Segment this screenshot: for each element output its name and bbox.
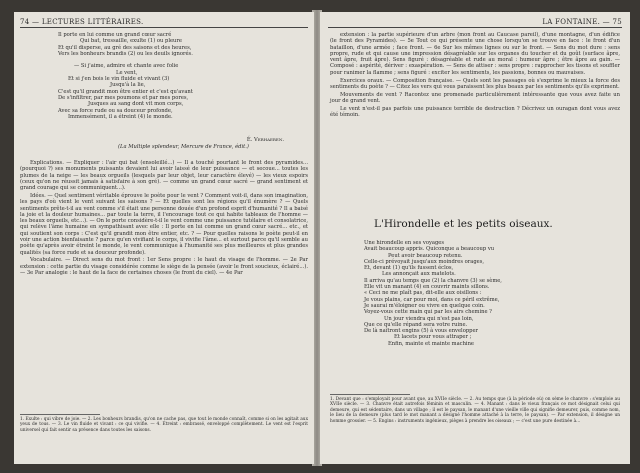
right-commentary: [330, 32, 620, 120]
commentary-paragraph: Explications. — Expliquer : l'air qui bat (ensoleillé...) — Il a touché pourtant le front des pyramides... (pourquoi ?) ses monuments puissants devaient lui avoir laissé de leur puissance — et secoue... toutes les plumes de la neige — les beaux orgueils (lesquels par leur objet, leur caractère élevé) — les vieux espoirs (ceux qu'on ne réussit jamais à satisfaire à son gré). — comme un grand cœur sacré — grand sentiment et grand courage qui se communiquent...).: [20, 160, 308, 192]
verse-line: Je saurai m'éloigner ou vivre en quelque coin.: [364, 302, 485, 309]
verse-line: Peut avoir beaucoup retenu.: [388, 252, 463, 259]
footnote: 1. Devant que : s'employait pour avant que, au XVIIe siècle. — 2. Au temps que (à la période où) on sème le chanvre : s'emploie au XVIIe siècle. — 3. Chanvre était autrefois féminin et masculin. — 4. Manant : dans le vieux français ce mot désignait celui qui demeure, qui est sédentaire, dans un village ; il est le paysan, le manant d'une vieille ville qui signifie demeurer, puis, comme nom, le lieu de la demeure (plus tard le mot manant a désigné l'homme attaché à la terre, le paysan). — Par extension, il désigne un homme grossier. — 5. Engins : instruments ingénieux, pièges à prendre les oiseaux ; — c'est une pure destinée à...: [330, 397, 620, 424]
left-header-rule: [20, 27, 308, 28]
verse-line: Et qu'il disperse, au gré des saisons et des heures,: [58, 44, 192, 51]
verse-line: Je vous plains, car pour moi, dans ce péril extrême,: [364, 296, 500, 303]
right-page: [320, 12, 630, 464]
commentary-paragraph: Exercices oraux. — Composition française. — Quels sont les passages où s'exprime le mieux la force des sentiments du poète ? — Citez les vers qui vous paraissent les plus beaux par les sentiments qu'ils expriment.: [330, 77, 620, 90]
right-poem: [364, 240, 502, 347]
commentary-paragraph: Le vent n'est-il pas parfois une puissance terrible de destruction ? Décrivez un ouragan dont vous avez été témoin.: [330, 105, 620, 119]
right-running-head: LA FONTAINE. — 75: [542, 18, 622, 26]
verse-line: Vers les bonheurs brandis (2) ou les deuils ignorés.: [58, 50, 193, 57]
left-commentary: [20, 160, 308, 278]
verse-line: Les annonçait aux matelots.: [382, 271, 456, 278]
verse-line: Et si j'en bois le vin fluide et vivant (3): [68, 76, 170, 83]
right-footnote-rule: [330, 394, 410, 395]
commentary-paragraph: extension : la partie supérieure d'un arbre (mon front au Caucase pareil), d'une montagne, d'un édifice (le front des Pyramides). — 5e Tout ce qui présente une chose lorsqu'on se trouve en face : le front d'un bataillon, d'une armée ; face front. — 6e Sur les mêmes lignes ou sur le front. — Sens du mot dure : sens propre, rude et qui cause une impression désagréable sur les organes du toucher et du goût (surface âpre, vent âpre, fruit âpre). Sens figuré : désagréable et rude au moral : humeur âpre ; être âpre au gain. — Composé : aspérité, dériver : exaspération. — Sens de attiser : sens propre : rapprocher les tisons et souffler pour ranimer la flamme ; sens figuré : exciter les sentiments, les passions, bonnes ou mauvaises.: [330, 32, 620, 76]
left-poem: [58, 32, 193, 120]
verse-line: Immensément, il a étreint (4) le monde.: [68, 113, 173, 120]
verse-line: Et lacets pour vous attraper ;: [394, 334, 472, 341]
right-footnotes: [330, 397, 620, 424]
verse-line: Jusques au sang dont vit mon corps,: [88, 101, 184, 108]
verse-line: Enfin, mainte et mainte machine: [388, 340, 474, 347]
verse-line: De s'infiltrer, par mes poumons et par mes pores,: [58, 94, 189, 101]
verse-line: Un jour viendra qui n'est pas loin,: [384, 315, 474, 322]
left-footnotes: [20, 417, 308, 433]
verse-line: Que ce qu'elle répand sera votre ruine.: [364, 321, 468, 328]
verse-line: Avec sa force rude ou sa douceur profonde,: [58, 107, 173, 114]
left-footnote-rule: [20, 414, 100, 415]
verse-line: Elle vit un manant (4) en couvrir maints sillons.: [364, 284, 490, 291]
chapter-title: L'Hirondelle et les petits oiseaux.: [374, 218, 553, 230]
verse-line: « Ceci ne me plaît pas, dit-elle aux oisillons :: [364, 290, 482, 297]
verse-line: Et, devant (1) qu'ils fussent éclos,: [364, 265, 454, 272]
verse-line: Voyez-vous cette main qui par les airs chemine ?: [364, 309, 492, 316]
commentary-paragraph: Vocabulaire. — Direct sens du mot front : 1er Sens propre : le haut du visage de l'homme. — 2e Par extension : cette partie du visage considérée comme le siège de la pensée (avoir le front soucieux, éclairé...). — 3e Par analogie : le haut de la face de certaines choses (le front du ciel). — 4e Par: [20, 257, 308, 277]
verse-line: Jusqu'à la lie,: [110, 82, 146, 89]
left-page: [14, 12, 314, 464]
verse-line: Celle-ci prévoyait jusqu'aux moindres orages,: [364, 258, 485, 265]
verse-line: Le vent,: [116, 69, 138, 76]
verse-line: Il porte en lui comme un grand cœur sacré: [58, 32, 172, 38]
verse-line: — Si j'aime, admire et chante avec folie: [74, 63, 179, 70]
commentary-paragraph: Idées. — Quel sentiment véritable éprouve le poète pour le vent ? Comment voit-il, dans son imagination, les pays d'où vient le vent suivant les saisons ? — Et quelles sont les régions qu'il énumère ? — Quels sentiments prête-t-il au vent comme s'il était une personne douée d'un profond esprit d'humanité ? Il a baisé la joie et la douleur humaines... par toute la terre, il l'encourage tout ce qui habite tableaux de l'homme — les beaux orgueils, etc...). — On le porte considère-t-il le vent comme une puissance tutélaire et consolatrice, qui relève l'âme humaine en sympathisant avec elle : Il porte en lui comme un grand cœur sacré... etc., et qui soutient son corps : C'est qu'il grandit mon être entier, etc. ? — Pour quelles raisons le poète peut-il en voir une action bienfaisante ? parce qu'en vivifiant le corps, il vivifie l'âme... et surtout parce qu'il semble au poète qu'après avoir étreint le monde, le vent communique à l'humanité ses plus meilleures et plus grandes qualités (sa force rude et sa douceur profonde).: [20, 192, 308, 256]
left-running-head: 74 — LECTURES LITTÉRAIRES.: [20, 18, 144, 26]
verse-line: C'est qu'il grandit mon être entier et c'est qu'avant: [58, 88, 193, 95]
verse-line: Une hirondelle en ses voyages: [364, 240, 445, 246]
poem-source: (La Multiple splendeur, Mercure de France, édit.): [118, 144, 249, 150]
footnote: 1. Exulte : qui vibre de joie. — 2. Les bonheurs brandis, qu'on ne cache pas, que tout le monde connaît, comme si on les agitait aux yeux de tous. — 3. Le vin fluide et vivant : ce qui vivifie. — 4. Étreint : embrassé, enveloppé complètement. Le vent est l'esprit universel qui fait sentir sa présence dans toutes les saisons.: [20, 417, 308, 433]
verse-line: Avait beaucoup appris. Quiconque a beaucoup vu: [364, 246, 495, 253]
poem-signature: É. Verhaeren.: [246, 137, 284, 143]
commentary-paragraph: Mouvements de vent ? Racontez une promenade particulièrement intéressante que vous avez faite un jour de grand vent.: [330, 91, 620, 104]
verse-line: De là naîtront engins (5) à vous envelopper: [364, 328, 479, 335]
verse-line: Qui bat, tressaille, exulte (1) ou pleure: [80, 38, 182, 45]
right-header-rule: [328, 27, 622, 28]
verse-line: Il arriva qu'au temps que (2) la chanvre (3) se sème,: [364, 277, 502, 284]
